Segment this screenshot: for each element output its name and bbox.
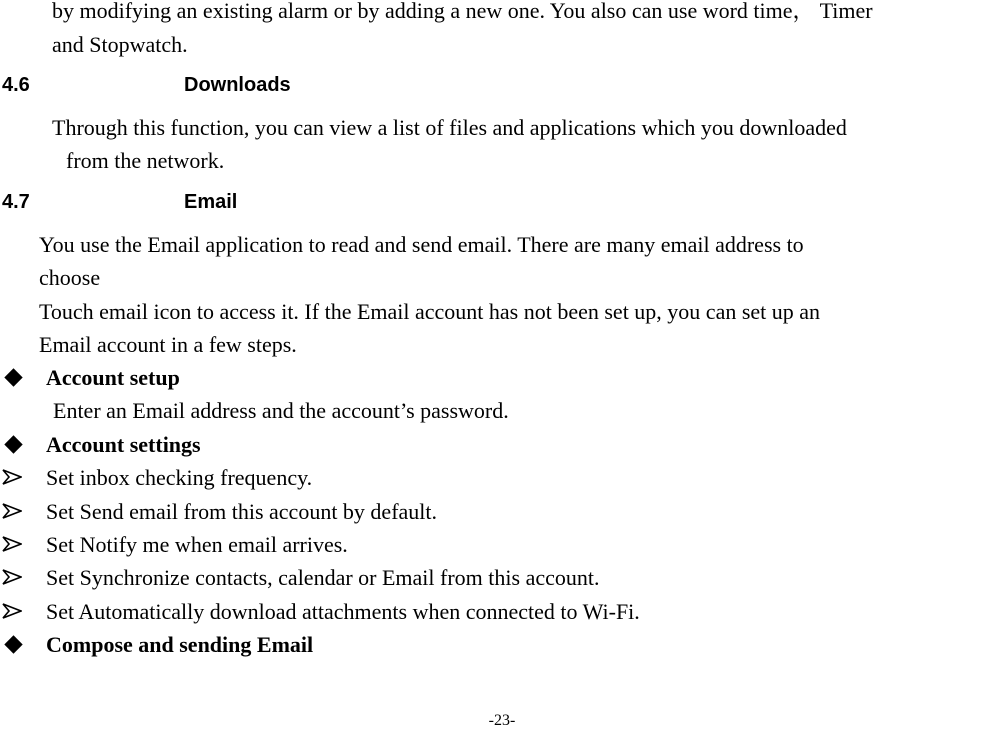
intro-line-1: by modifying an existing alarm or by adding a new one. You also can use word time， Timer — [52, 0, 873, 23]
arrow-bullet-icon — [2, 469, 22, 485]
arrow-bullet-icon — [2, 536, 22, 552]
downloads-line-2: from the network. — [66, 148, 225, 173]
section-number-email: 4.7 — [2, 191, 30, 213]
diamond-bullet-icon — [4, 635, 22, 653]
email-para2-line-1: Touch email icon to access it. If the Email account has not been set up, you can set up an — [39, 299, 821, 324]
compose-title: Compose and sending Email — [46, 632, 314, 657]
list-item: Set Send email from this account by default. — [46, 499, 438, 524]
list-item: Set Notify me when email arrives. — [46, 532, 348, 557]
list-item: Set inbox checking frequency. — [46, 465, 313, 490]
section-title-downloads: Downloads — [184, 74, 291, 96]
arrow-bullet-icon — [2, 569, 22, 585]
list-item: Set Automatically download attachments when connected to Wi-Fi. — [46, 599, 640, 624]
email-para2-line-2: Email account in a few steps. — [39, 332, 297, 357]
section-number-downloads: 4.6 — [2, 74, 30, 96]
diamond-bullet-icon — [4, 368, 22, 386]
list-item: Set Synchronize contacts, calendar or Email from this account. — [46, 565, 600, 590]
section-title-email: Email — [184, 191, 238, 213]
arrow-bullet-icon — [2, 503, 22, 519]
account-setup-title: Account setup — [46, 365, 180, 390]
account-settings-title: Account settings — [46, 432, 201, 457]
intro-line-2: and Stopwatch. — [52, 32, 188, 57]
email-para1-line-2: choose — [39, 265, 101, 290]
page-number: -23- — [488, 712, 516, 729]
email-para1-line-1: You use the Email application to read and send email. There are many email address to — [39, 232, 804, 257]
downloads-line-1: Through this function, you can view a list of files and applications which you downloaded — [52, 115, 847, 140]
arrow-bullet-icon — [2, 603, 22, 619]
diamond-bullet-icon — [4, 435, 22, 453]
account-setup-text: Enter an Email address and the account’s password. — [53, 398, 509, 423]
